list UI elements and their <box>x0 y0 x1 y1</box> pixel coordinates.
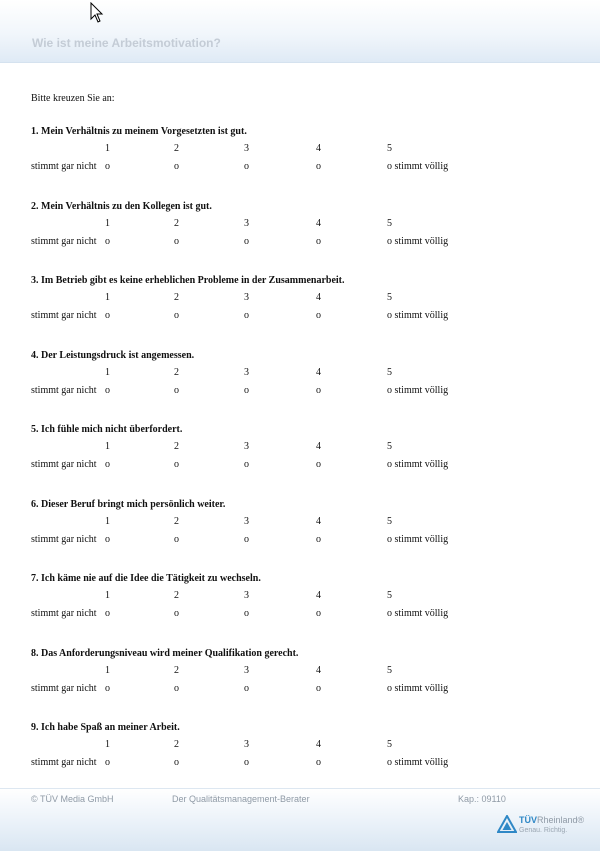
rating-option-5[interactable] <box>387 683 448 694</box>
scale-number: 1 <box>105 441 110 452</box>
rating-option-2[interactable]: o <box>174 683 179 694</box>
rating-option-4[interactable]: o <box>316 161 321 172</box>
question-block <box>31 722 571 772</box>
scale-label-right: stimmt völlig <box>394 161 449 172</box>
rating-option-1[interactable]: o <box>105 236 110 247</box>
rating-option-4[interactable]: o <box>316 534 321 545</box>
rating-option-3[interactable]: o <box>244 459 249 470</box>
scale-number: 1 <box>105 218 110 229</box>
rating-option-5[interactable] <box>387 757 448 768</box>
rating-option-3[interactable]: o <box>244 161 249 172</box>
rating-option-2[interactable]: o <box>174 459 179 470</box>
scale-number: 2 <box>174 590 179 601</box>
mouse-cursor-icon <box>90 2 104 24</box>
scale-label-left: stimmt gar nicht <box>31 683 97 694</box>
question-title: 6. Dieser Beruf bringt mich persönlich weiter. <box>31 499 226 510</box>
scale-label-right: stimmt völlig <box>394 459 449 470</box>
page-footer <box>0 788 600 851</box>
scale-number: 2 <box>174 292 179 303</box>
rating-marker: o <box>387 161 392 172</box>
scale-label-left: stimmt gar nicht <box>31 236 97 247</box>
rating-option-5[interactable] <box>387 534 448 545</box>
rating-marker: o <box>387 310 392 321</box>
rating-marker: o <box>387 459 392 470</box>
question-title: 3. Im Betrieb gibt es keine erheblichen Probleme in der Zusammenarbeit. <box>31 275 345 286</box>
question-title: 8. Das Anforderungsniveau wird meiner Qualifikation gerecht. <box>31 648 299 659</box>
scale-number: 3 <box>244 292 249 303</box>
scale-label-right: stimmt völlig <box>394 236 449 247</box>
scale-number: 2 <box>174 143 179 154</box>
rating-marker: o <box>387 683 392 694</box>
rating-option-2[interactable]: o <box>174 236 179 247</box>
rating-option-3[interactable]: o <box>244 385 249 396</box>
scale-number: 5 <box>387 143 392 154</box>
rating-option-4[interactable]: o <box>316 608 321 619</box>
scale-label-right: stimmt völlig <box>394 757 449 768</box>
rating-option-1[interactable]: o <box>105 385 110 396</box>
scale-number: 1 <box>105 590 110 601</box>
rating-option-5[interactable] <box>387 385 448 396</box>
scale-label-left: stimmt gar nicht <box>31 459 97 470</box>
rating-option-1[interactable]: o <box>105 608 110 619</box>
rating-option-3[interactable]: o <box>244 236 249 247</box>
rating-marker: o <box>387 534 392 545</box>
rating-option-3[interactable]: o <box>244 757 249 768</box>
scale-number: 3 <box>244 516 249 527</box>
rating-option-5[interactable] <box>387 310 448 321</box>
rating-option-3[interactable]: o <box>244 534 249 545</box>
scale-number: 1 <box>105 367 110 378</box>
scale-label-left: stimmt gar nicht <box>31 161 97 172</box>
tuv-logo-triangle-icon <box>497 815 517 833</box>
question-block <box>31 648 571 698</box>
scale-label-left: stimmt gar nicht <box>31 757 97 768</box>
scale-label-left: stimmt gar nicht <box>31 385 97 396</box>
scale-number: 3 <box>244 218 249 229</box>
scale-number: 1 <box>105 665 110 676</box>
scale-number: 3 <box>244 143 249 154</box>
scale-number: 2 <box>174 516 179 527</box>
logo-tagline: Genau. Richtig. <box>519 827 568 834</box>
rating-option-1[interactable]: o <box>105 757 110 768</box>
rating-option-2[interactable]: o <box>174 608 179 619</box>
scale-label-right: stimmt völlig <box>394 385 449 396</box>
scale-number: 4 <box>316 143 321 154</box>
scale-number: 4 <box>316 665 321 676</box>
scale-number: 5 <box>387 441 392 452</box>
scale-number: 5 <box>387 516 392 527</box>
scale-number: 2 <box>174 218 179 229</box>
question-title: 7. Ich käme nie auf die Idee die Tätigkeit zu wechseln. <box>31 573 261 584</box>
footer-chapter: Kap.: 09110 <box>458 794 506 804</box>
question-block <box>31 573 571 623</box>
scale-label-left: stimmt gar nicht <box>31 608 97 619</box>
scale-number: 1 <box>105 292 110 303</box>
rating-option-3[interactable]: o <box>244 683 249 694</box>
scale-number: 1 <box>105 143 110 154</box>
question-title: 5. Ich fühle mich nicht überfordert. <box>31 424 183 435</box>
question-block <box>31 350 571 400</box>
footer-copyright: © TÜV Media GmbH <box>31 794 114 804</box>
scale-number: 4 <box>316 590 321 601</box>
rating-marker: o <box>387 757 392 768</box>
scale-number: 2 <box>174 441 179 452</box>
scale-label-right: stimmt völlig <box>394 683 449 694</box>
scale-number: 3 <box>244 739 249 750</box>
scale-label-left: stimmt gar nicht <box>31 310 97 321</box>
question-block <box>31 424 571 474</box>
page-title: Wie ist meine Arbeitsmotivation? <box>32 36 221 50</box>
scale-number: 3 <box>244 665 249 676</box>
scale-number: 1 <box>105 516 110 527</box>
rating-option-2[interactable]: o <box>174 757 179 768</box>
scale-number: 4 <box>316 292 321 303</box>
scale-number: 3 <box>244 367 249 378</box>
scale-number: 5 <box>387 367 392 378</box>
scale-number: 5 <box>387 218 392 229</box>
rating-option-2[interactable]: o <box>174 310 179 321</box>
question-block <box>31 499 571 549</box>
logo-wordmark: TÜVRheinland® <box>519 815 585 825</box>
scale-label-left: stimmt gar nicht <box>31 534 97 545</box>
footer-book-title: Der Qualitätsmanagement-Berater <box>172 794 310 804</box>
tuv-rheinland-logo <box>495 813 595 839</box>
rating-option-5[interactable] <box>387 161 448 172</box>
rating-option-1[interactable]: o <box>105 161 110 172</box>
rating-option-4[interactable]: o <box>316 757 321 768</box>
rating-marker: o <box>387 385 392 396</box>
scale-label-right: stimmt völlig <box>394 310 449 321</box>
scale-number: 4 <box>316 218 321 229</box>
rating-option-1[interactable]: o <box>105 683 110 694</box>
rating-option-4[interactable]: o <box>316 683 321 694</box>
rating-option-5[interactable] <box>387 459 448 470</box>
rating-option-2[interactable]: o <box>174 161 179 172</box>
rating-option-5[interactable] <box>387 608 448 619</box>
rating-option-5[interactable] <box>387 236 448 247</box>
rating-option-3[interactable]: o <box>244 608 249 619</box>
rating-option-4[interactable]: o <box>316 385 321 396</box>
scale-number: 4 <box>316 739 321 750</box>
rating-option-4[interactable]: o <box>316 459 321 470</box>
question-title: 1. Mein Verhältnis zu meinem Vorgesetzten ist gut. <box>31 126 247 137</box>
scale-number: 4 <box>316 516 321 527</box>
scale-label-right: stimmt völlig <box>394 608 449 619</box>
rating-option-1[interactable]: o <box>105 459 110 470</box>
scale-number: 5 <box>387 292 392 303</box>
question-title: 4. Der Leistungsdruck ist angemessen. <box>31 350 195 361</box>
rating-option-3[interactable]: o <box>244 310 249 321</box>
scale-number: 2 <box>174 665 179 676</box>
scale-number: 5 <box>387 739 392 750</box>
scale-number: 3 <box>244 441 249 452</box>
scale-number: 4 <box>316 441 321 452</box>
scale-number: 2 <box>174 367 179 378</box>
question-block <box>31 201 571 251</box>
scale-number: 4 <box>316 367 321 378</box>
question-title: 2. Mein Verhältnis zu den Kollegen ist gut. <box>31 201 212 212</box>
question-block <box>31 126 571 176</box>
rating-marker: o <box>387 236 392 247</box>
question-title: 9. Ich habe Spaß an meiner Arbeit. <box>31 722 180 733</box>
question-block <box>31 275 571 325</box>
rating-option-4[interactable]: o <box>316 236 321 247</box>
rating-option-2[interactable]: o <box>174 385 179 396</box>
rating-option-4[interactable]: o <box>316 310 321 321</box>
instruction-text: Bitte kreuzen Sie an: <box>31 93 115 104</box>
scale-number: 5 <box>387 665 392 676</box>
rating-option-1[interactable]: o <box>105 310 110 321</box>
scale-number: 2 <box>174 739 179 750</box>
rating-option-2[interactable]: o <box>174 534 179 545</box>
scale-number: 1 <box>105 739 110 750</box>
scale-number: 3 <box>244 590 249 601</box>
scale-label-right: stimmt völlig <box>394 534 449 545</box>
scale-number: 5 <box>387 590 392 601</box>
rating-marker: o <box>387 608 392 619</box>
rating-option-1[interactable]: o <box>105 534 110 545</box>
